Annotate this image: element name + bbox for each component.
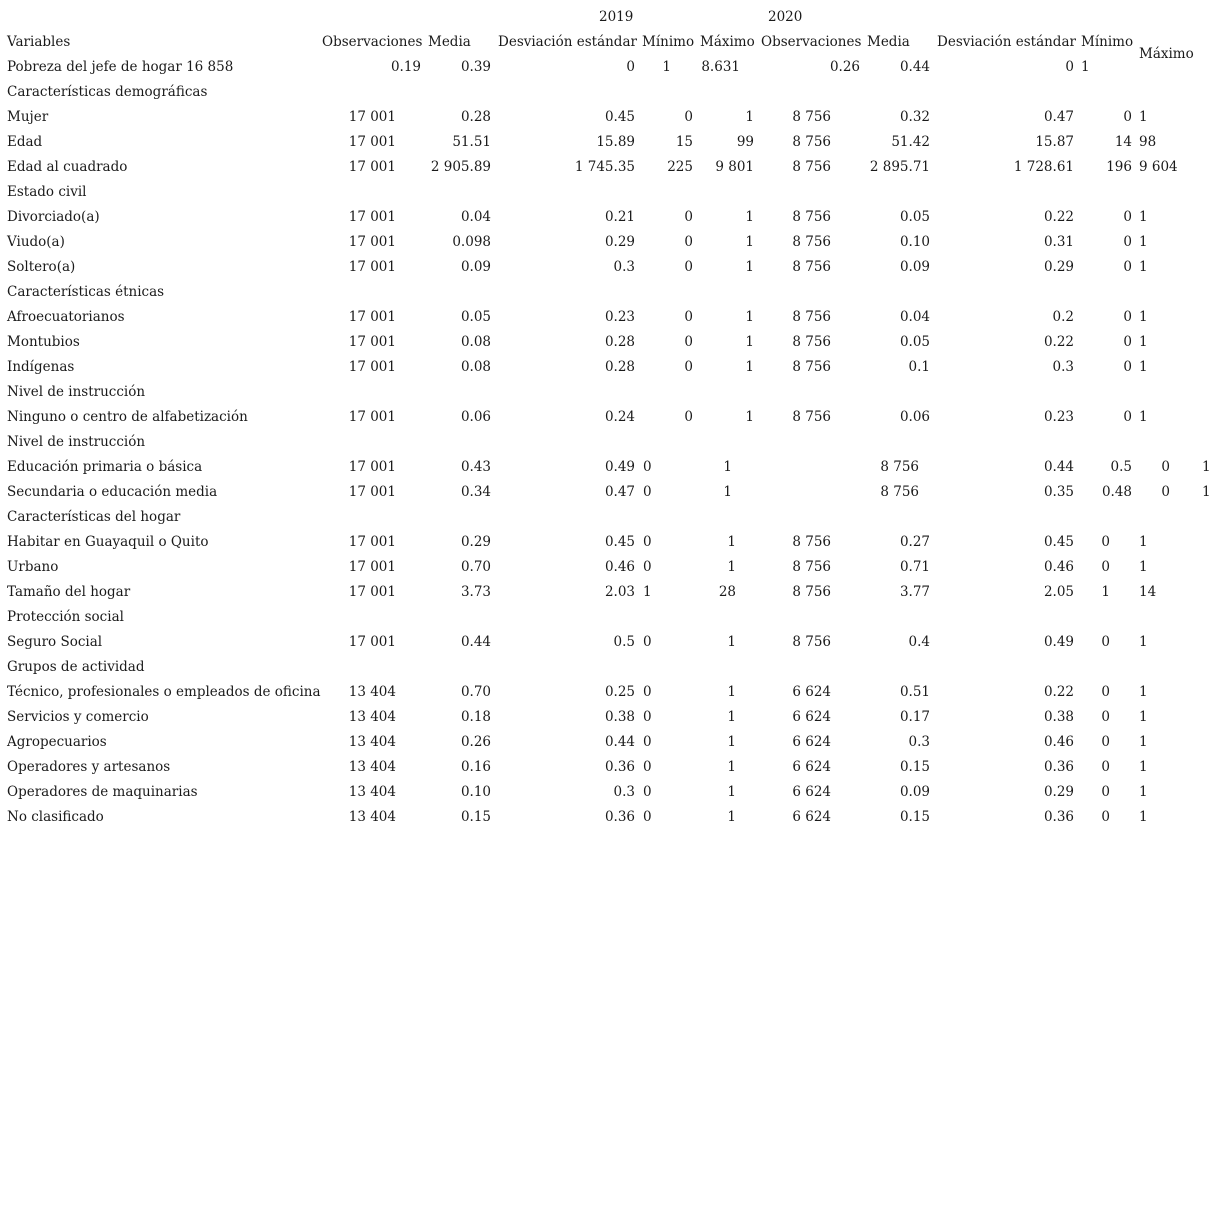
column-header: Observaciones — [322, 34, 423, 50]
section-heading: Protección social — [7, 609, 124, 625]
row-label: Edad al cuadrado — [7, 159, 128, 175]
year-2020-heading: 2020 — [768, 9, 803, 25]
table-cell: 13 404 — [348, 684, 396, 700]
table-cell: 17 001 — [348, 159, 396, 175]
table-cell: 0 — [1101, 734, 1110, 750]
table-cell: 0 — [684, 259, 693, 275]
table-cell: 6 624 — [792, 784, 831, 800]
table-cell: 17 001 — [348, 259, 396, 275]
column-header: Desviación estándar — [937, 34, 1076, 50]
table-cell: 0 — [643, 559, 652, 575]
table-cell: 0 — [1123, 309, 1132, 325]
table-cell: 196 — [1106, 159, 1132, 175]
column-header: Media — [428, 34, 471, 50]
table-cell: 1 — [745, 334, 754, 350]
table-cell: 0.46 — [604, 559, 635, 575]
table-cell: 0.08 — [460, 359, 491, 375]
table-cell: 8 756 — [792, 334, 831, 350]
table-cell: 1 — [727, 559, 736, 575]
table-cell: 0 — [684, 309, 693, 325]
table-cell: 0 — [1101, 759, 1110, 775]
table-cell: 0.05 — [460, 309, 491, 325]
row-label: Divorciado(a) — [7, 209, 100, 225]
table-cell: 8 756 — [792, 534, 831, 550]
row-label: Operadores y artesanos — [7, 759, 171, 775]
section-heading: Características del hogar — [7, 509, 181, 525]
table-cell: 17 001 — [348, 409, 396, 425]
table-cell: 0.45 — [604, 109, 635, 125]
table-cell: 8.631 — [701, 59, 740, 75]
table-cell: 1 — [1139, 209, 1148, 225]
table-cell: 17 001 — [348, 534, 396, 550]
row-label: Operadores de maquinarias — [7, 784, 198, 800]
table-cell: 0 — [1123, 359, 1132, 375]
table-cell: 0.28 — [604, 359, 635, 375]
table-cell: 0.34 — [460, 484, 491, 500]
table-cell: 1 — [745, 259, 754, 275]
table-cell: 0.09 — [899, 259, 930, 275]
section-heading: Características demográficas — [7, 84, 208, 100]
table-cell: 1 — [727, 709, 736, 725]
table-cell: 0.32 — [899, 109, 930, 125]
table-cell: 0 — [1123, 109, 1132, 125]
table-cell: 0 — [643, 709, 652, 725]
table-cell: 0.09 — [899, 784, 930, 800]
table-cell: 8 756 — [792, 209, 831, 225]
row-label: Viudo(a) — [7, 234, 65, 250]
table-cell: 0.27 — [899, 534, 930, 550]
table-cell: 0.10 — [899, 234, 930, 250]
table-cell: 0.26 — [460, 734, 491, 750]
table-cell: 8 756 — [792, 159, 831, 175]
table-cell: 8 756 — [880, 459, 919, 475]
table-cell: 0.36 — [604, 759, 635, 775]
table-cell: 17 001 — [348, 634, 396, 650]
table-cell: 1 — [643, 584, 652, 600]
table-cell: 0 — [643, 809, 652, 825]
table-cell: 6 624 — [792, 759, 831, 775]
section-heading: Grupos de actividad — [7, 659, 145, 675]
section-heading: Características étnicas — [7, 284, 165, 300]
table-cell: 17 001 — [348, 459, 396, 475]
table-cell: 1 — [1139, 409, 1148, 425]
table-cell: 1 — [1139, 759, 1148, 775]
table-cell: 0.29 — [604, 234, 635, 250]
table-cell: 13 404 — [348, 759, 396, 775]
table-cell: 0.49 — [604, 459, 635, 475]
table-cell: 0.47 — [604, 484, 635, 500]
table-cell: 8 756 — [792, 559, 831, 575]
table-cell: 13 404 — [348, 709, 396, 725]
table-cell: 0.05 — [899, 209, 930, 225]
table-cell: 1 — [723, 484, 732, 500]
table-cell: 0.51 — [899, 684, 930, 700]
table-cell: 0.29 — [1043, 784, 1074, 800]
table-cell: 1 — [723, 459, 732, 475]
table-cell: 0.36 — [604, 809, 635, 825]
table-cell: 1 — [727, 534, 736, 550]
table-cell: 2 905.89 — [430, 159, 491, 175]
table-cell: 0 — [1161, 484, 1170, 500]
table-cell: 9 604 — [1139, 159, 1178, 175]
table-cell: 1 — [1101, 584, 1110, 600]
table-cell: 1 — [727, 784, 736, 800]
table-cell: 0.3 — [613, 784, 635, 800]
table-cell: 0 — [1123, 234, 1132, 250]
table-cell: 1 — [745, 109, 754, 125]
column-header: Máximo — [700, 34, 755, 50]
row-label: Técnico, profesionales o empleados de oficina — [7, 684, 321, 700]
table-cell: 0.16 — [460, 759, 491, 775]
table-cell: 0.44 — [1043, 459, 1074, 475]
table-cell: 0 — [626, 59, 635, 75]
row-label: Seguro Social — [7, 634, 103, 650]
row-label: Tamaño del hogar — [7, 584, 131, 600]
table-cell: 0.04 — [899, 309, 930, 325]
table-cell: 0 — [1101, 559, 1110, 575]
table-cell: 1 728.61 — [1013, 159, 1074, 175]
table-cell: 0 — [643, 634, 652, 650]
table-cell: 0.29 — [1043, 259, 1074, 275]
table-cell: 0.19 — [390, 59, 421, 75]
table-cell: 0.70 — [460, 559, 491, 575]
row-label: No clasificado — [7, 809, 104, 825]
row-label: Servicios y comercio — [7, 709, 149, 725]
table-cell: 0.22 — [1043, 684, 1074, 700]
table-cell: 0.22 — [1043, 334, 1074, 350]
table-cell: 17 001 — [348, 559, 396, 575]
table-cell: 0.15 — [899, 809, 930, 825]
table-cell: 1 — [1139, 684, 1148, 700]
table-cell: 1 — [745, 409, 754, 425]
table-cell: 1 — [1139, 359, 1148, 375]
table-cell: 0.3 — [1052, 359, 1074, 375]
row-label: Indígenas — [7, 359, 75, 375]
table-cell: 0.25 — [604, 684, 635, 700]
table-cell: 0.71 — [899, 559, 930, 575]
table-cell: 1 — [1202, 459, 1211, 475]
table-cell: 0.23 — [604, 309, 635, 325]
table-cell: 1 — [1139, 559, 1148, 575]
table-cell: 0 — [643, 684, 652, 700]
table-cell: 0 — [1101, 709, 1110, 725]
table-cell: 1 — [1202, 484, 1211, 500]
table-cell: 0 — [643, 784, 652, 800]
table-cell: 0.06 — [899, 409, 930, 425]
table-cell: 1 — [1139, 534, 1148, 550]
table-cell: 0.46 — [1043, 734, 1074, 750]
table-cell: 0 — [1123, 209, 1132, 225]
table-cell: 0 — [684, 359, 693, 375]
column-header: Mínimo — [1081, 34, 1134, 50]
table-cell: 0.3 — [613, 259, 635, 275]
table-cell: 17 001 — [348, 234, 396, 250]
table-cell: 15 — [675, 134, 693, 150]
table-cell: 0 — [684, 209, 693, 225]
table-cell: 1 — [1139, 109, 1148, 125]
table-cell: 6 624 — [792, 734, 831, 750]
table-cell: 8 756 — [792, 409, 831, 425]
table-cell: 13 404 — [348, 784, 396, 800]
table-cell: 0.06 — [460, 409, 491, 425]
table-cell: 0 — [1065, 59, 1074, 75]
table-cell: 1 — [1139, 234, 1148, 250]
table-cell: 0.23 — [1043, 409, 1074, 425]
table-cell: 0 — [1123, 334, 1132, 350]
table-cell: 1 — [745, 359, 754, 375]
table-cell: 8 756 — [792, 634, 831, 650]
table-cell: 0.45 — [1043, 534, 1074, 550]
table-cell: 17 001 — [348, 309, 396, 325]
row-label: Habitar en Guayaquil o Quito — [7, 534, 209, 550]
column-header: Mínimo — [642, 34, 695, 50]
table-cell: 0.44 — [460, 634, 491, 650]
table-cell: 2.05 — [1043, 584, 1074, 600]
column-header: Desviación estándar — [498, 34, 637, 50]
table-cell: 0.26 — [829, 59, 860, 75]
row-label: Agropecuarios — [7, 734, 107, 750]
table-cell: 1 — [727, 684, 736, 700]
table-cell: 0.2 — [1052, 309, 1074, 325]
table-cell: 17 001 — [348, 334, 396, 350]
table-cell: 0 — [643, 534, 652, 550]
table-cell: 0.10 — [460, 784, 491, 800]
table-cell: 14 — [1114, 134, 1132, 150]
table-cell: 17 001 — [348, 134, 396, 150]
table-cell: 0.18 — [460, 709, 491, 725]
table-cell: 0 — [1101, 784, 1110, 800]
table-cell: 0.43 — [460, 459, 491, 475]
table-cell: 0.36 — [1043, 809, 1074, 825]
column-header: Variables — [7, 34, 71, 50]
row-label: Pobreza del jefe de hogar 16 858 — [7, 59, 234, 75]
table-cell: 8 756 — [792, 109, 831, 125]
table-cell: 0.4 — [908, 634, 930, 650]
table-cell: 8 756 — [792, 259, 831, 275]
year-2019-heading: 2019 — [599, 9, 634, 25]
table-cell: 0.15 — [899, 759, 930, 775]
table-cell: 17 001 — [348, 209, 396, 225]
table-cell: 1 — [1139, 309, 1148, 325]
table-cell: 1 — [1139, 259, 1148, 275]
table-cell: 0 — [1123, 409, 1132, 425]
table-cell: 0.17 — [899, 709, 930, 725]
table-cell: 1 — [1081, 59, 1090, 75]
table-cell: 0 — [684, 409, 693, 425]
table-cell: 51.51 — [452, 134, 491, 150]
table-cell: 1 — [662, 59, 671, 75]
table-cell: 0 — [684, 109, 693, 125]
table-cell: 13 404 — [348, 734, 396, 750]
table-cell: 0.15 — [460, 809, 491, 825]
table-cell: 8 756 — [792, 309, 831, 325]
table-cell: 0.098 — [452, 234, 491, 250]
table-cell: 1 — [745, 234, 754, 250]
table-cell: 15.89 — [596, 134, 635, 150]
section-heading: Estado civil — [7, 184, 87, 200]
table-cell: 0.45 — [604, 534, 635, 550]
table-cell: 0 — [1123, 259, 1132, 275]
table-cell: 0.39 — [460, 59, 491, 75]
table-cell: 0.31 — [1043, 234, 1074, 250]
table-cell: 0.04 — [460, 209, 491, 225]
row-label: Soltero(a) — [7, 259, 76, 275]
table-cell: 17 001 — [348, 359, 396, 375]
table-cell: 0.5 — [613, 634, 635, 650]
table-cell: 0.35 — [1043, 484, 1074, 500]
table-cell: 51.42 — [891, 134, 930, 150]
table-cell: 3.73 — [460, 584, 491, 600]
table-cell: 0.24 — [604, 409, 635, 425]
table-cell: 1 — [727, 759, 736, 775]
table-cell: 0.44 — [604, 734, 635, 750]
table-cell: 0.49 — [1043, 634, 1074, 650]
table-cell: 1 — [727, 634, 736, 650]
table-cell: 0.38 — [1043, 709, 1074, 725]
table-cell: 6 624 — [792, 709, 831, 725]
table-cell: 0.05 — [899, 334, 930, 350]
table-cell: 0 — [1161, 459, 1170, 475]
row-label: Mujer — [7, 109, 49, 125]
table-cell: 0 — [643, 759, 652, 775]
table-cell: 8 756 — [792, 584, 831, 600]
table-cell: 0.46 — [1043, 559, 1074, 575]
table-cell: 0 — [643, 484, 652, 500]
column-header: Media — [867, 34, 910, 50]
table-cell: 1 — [1139, 709, 1148, 725]
table-cell: 1 — [1139, 634, 1148, 650]
row-label: Montubios — [7, 334, 80, 350]
table-cell: 13 404 — [348, 809, 396, 825]
table-cell: 0 — [643, 734, 652, 750]
table-cell: 8 756 — [792, 134, 831, 150]
row-label: Secundaria o educación media — [7, 484, 218, 500]
row-label: Edad — [7, 134, 43, 150]
table-cell: 6 624 — [792, 809, 831, 825]
table-cell: 2.03 — [604, 584, 635, 600]
table-cell: 98 — [1139, 134, 1157, 150]
table-cell: 0.29 — [460, 534, 491, 550]
table-cell: 1 — [1139, 809, 1148, 825]
table-cell: 1 — [1139, 334, 1148, 350]
table-cell: 17 001 — [348, 484, 396, 500]
table-cell: 0 — [1101, 534, 1110, 550]
table-cell: 0.28 — [604, 334, 635, 350]
table-cell: 1 745.35 — [574, 159, 635, 175]
section-heading: Nivel de instrucción — [7, 434, 146, 450]
table-cell: 6 624 — [792, 684, 831, 700]
table-cell: 1 — [727, 734, 736, 750]
table-cell: 17 001 — [348, 584, 396, 600]
table-cell: 0.47 — [1043, 109, 1074, 125]
section-heading: Nivel de instrucción — [7, 384, 146, 400]
row-label: Urbano — [7, 559, 59, 575]
table-cell: 0 — [643, 459, 652, 475]
table-cell: 1 — [745, 209, 754, 225]
table-cell: 99 — [736, 134, 754, 150]
table-cell: 0.1 — [908, 359, 930, 375]
table-cell: 9 801 — [715, 159, 754, 175]
table-cell: 1 — [1139, 784, 1148, 800]
table-cell: 28 — [718, 584, 736, 600]
table-cell: 8 756 — [792, 234, 831, 250]
table-cell: 225 — [667, 159, 693, 175]
row-label: Afroecuatorianos — [7, 309, 125, 325]
table-cell: 0 — [1101, 684, 1110, 700]
table-cell: 0.3 — [908, 734, 930, 750]
table-cell: 0.22 — [1043, 209, 1074, 225]
table-cell: 1 — [727, 809, 736, 825]
table-cell: 17 001 — [348, 109, 396, 125]
table-cell: 14 — [1139, 584, 1157, 600]
table-cell: 0 — [684, 234, 693, 250]
table-cell: 0.36 — [1043, 759, 1074, 775]
table-cell: 0.38 — [604, 709, 635, 725]
table-cell: 1 — [1139, 734, 1148, 750]
table-cell: 15.87 — [1035, 134, 1074, 150]
table-cell: 1 — [745, 309, 754, 325]
table-cell: 2 895.71 — [869, 159, 930, 175]
row-label: Educación primaria o básica — [7, 459, 203, 475]
table-cell: 0 — [684, 334, 693, 350]
table-cell: 0.44 — [899, 59, 930, 75]
table-cell: 0.08 — [460, 334, 491, 350]
table-cell: 0.70 — [460, 684, 491, 700]
table-cell: 0 — [1101, 809, 1110, 825]
table-cell: 0.5 — [1110, 459, 1132, 475]
column-header: Observaciones — [761, 34, 862, 50]
table-cell: 0 — [1101, 634, 1110, 650]
column-header: Máximo — [1139, 46, 1194, 62]
table-cell: 8 756 — [792, 359, 831, 375]
table-cell: 0.21 — [604, 209, 635, 225]
table-cell: 0.09 — [460, 259, 491, 275]
table-cell: 0.28 — [460, 109, 491, 125]
table-cell: 3.77 — [899, 584, 930, 600]
table-cell: 0.48 — [1101, 484, 1132, 500]
table-cell: 8 756 — [880, 484, 919, 500]
row-label: Ninguno o centro de alfabetización — [7, 409, 248, 425]
